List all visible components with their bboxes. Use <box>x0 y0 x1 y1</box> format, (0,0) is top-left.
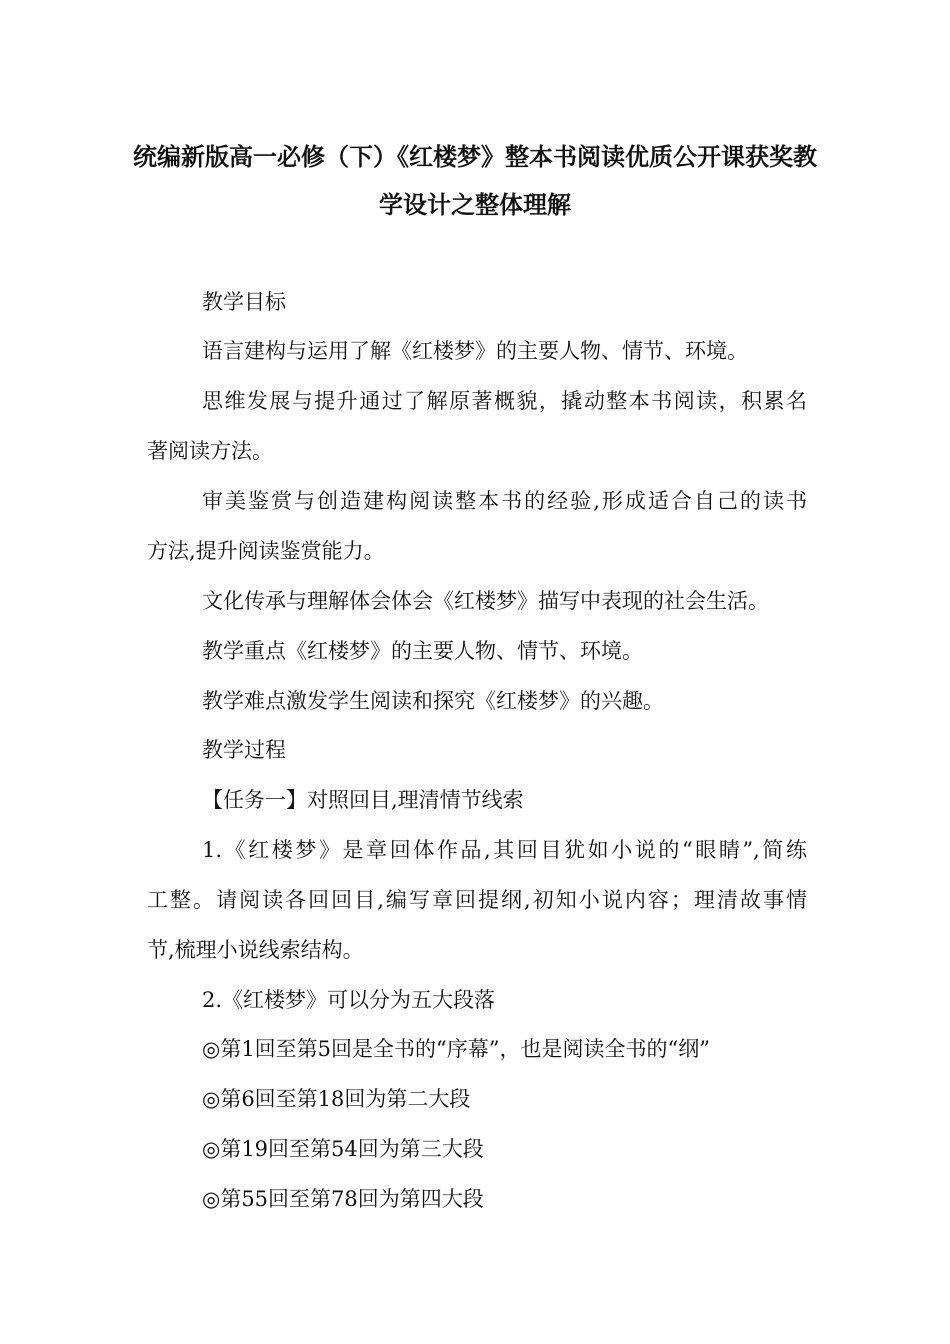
document-title-line-1: 统编新版高一必修（下）《红楼梦》整本书阅读优质公开课获奖教 <box>133 143 817 171</box>
item1-line-3: 节,梳理小说线索结构。 <box>147 938 364 962</box>
task1-heading: 【任务一】对照回目,理清情节线索 <box>202 788 524 812</box>
segment-2: ◎第6回至第18回为第二大段 <box>202 1087 471 1111</box>
item1-line-2: 工整。请阅读各回回目,编写章回提纲,初知小说内容；理清故事情 <box>147 888 807 912</box>
objective-language: 语言建构与运用了解《红楼梦》的主要人物、情节、环境。 <box>202 339 748 363</box>
objective-aesthetic-line-2: 方法,提升阅读鉴赏能力。 <box>147 539 385 563</box>
objective-thinking-line-1: 思维发展与提升通过了解原著概貌，撬动整本书阅读，积累名 <box>202 389 807 413</box>
item2: 2.《红楼梦》可以分为五大段落 <box>202 988 496 1012</box>
document-title-line-2: 学设计之整体理解 <box>379 191 571 219</box>
process-heading: 教学过程 <box>202 738 286 762</box>
objectives-heading: 教学目标 <box>202 290 286 314</box>
segment-4: ◎第55回至第78回为第四大段 <box>202 1187 484 1211</box>
key-point: 教学重点《红楼梦》的主要人物、情节、环境。 <box>202 639 643 663</box>
objective-thinking-line-2: 著阅读方法。 <box>147 439 273 463</box>
objective-culture: 文化传承与理解体会体会《红楼梦》描写中表现的社会生活。 <box>202 589 769 613</box>
segment-1: ◎第1回至第5回是全书的“序幕”，也是阅读全书的“纲” <box>202 1037 710 1061</box>
segment-3: ◎第19回至第54回为第三大段 <box>202 1137 484 1161</box>
item1-line-1: 1.《红楼梦》是章回体作品,其回目犹如小说的“眼睛”,简练 <box>202 838 807 862</box>
difficulty: 教学难点激发学生阅读和探究《红楼梦》的兴趣。 <box>202 689 664 713</box>
objective-aesthetic-line-1: 审美鉴赏与创造建构阅读整本书的经验,形成适合自己的读书 <box>202 489 807 513</box>
